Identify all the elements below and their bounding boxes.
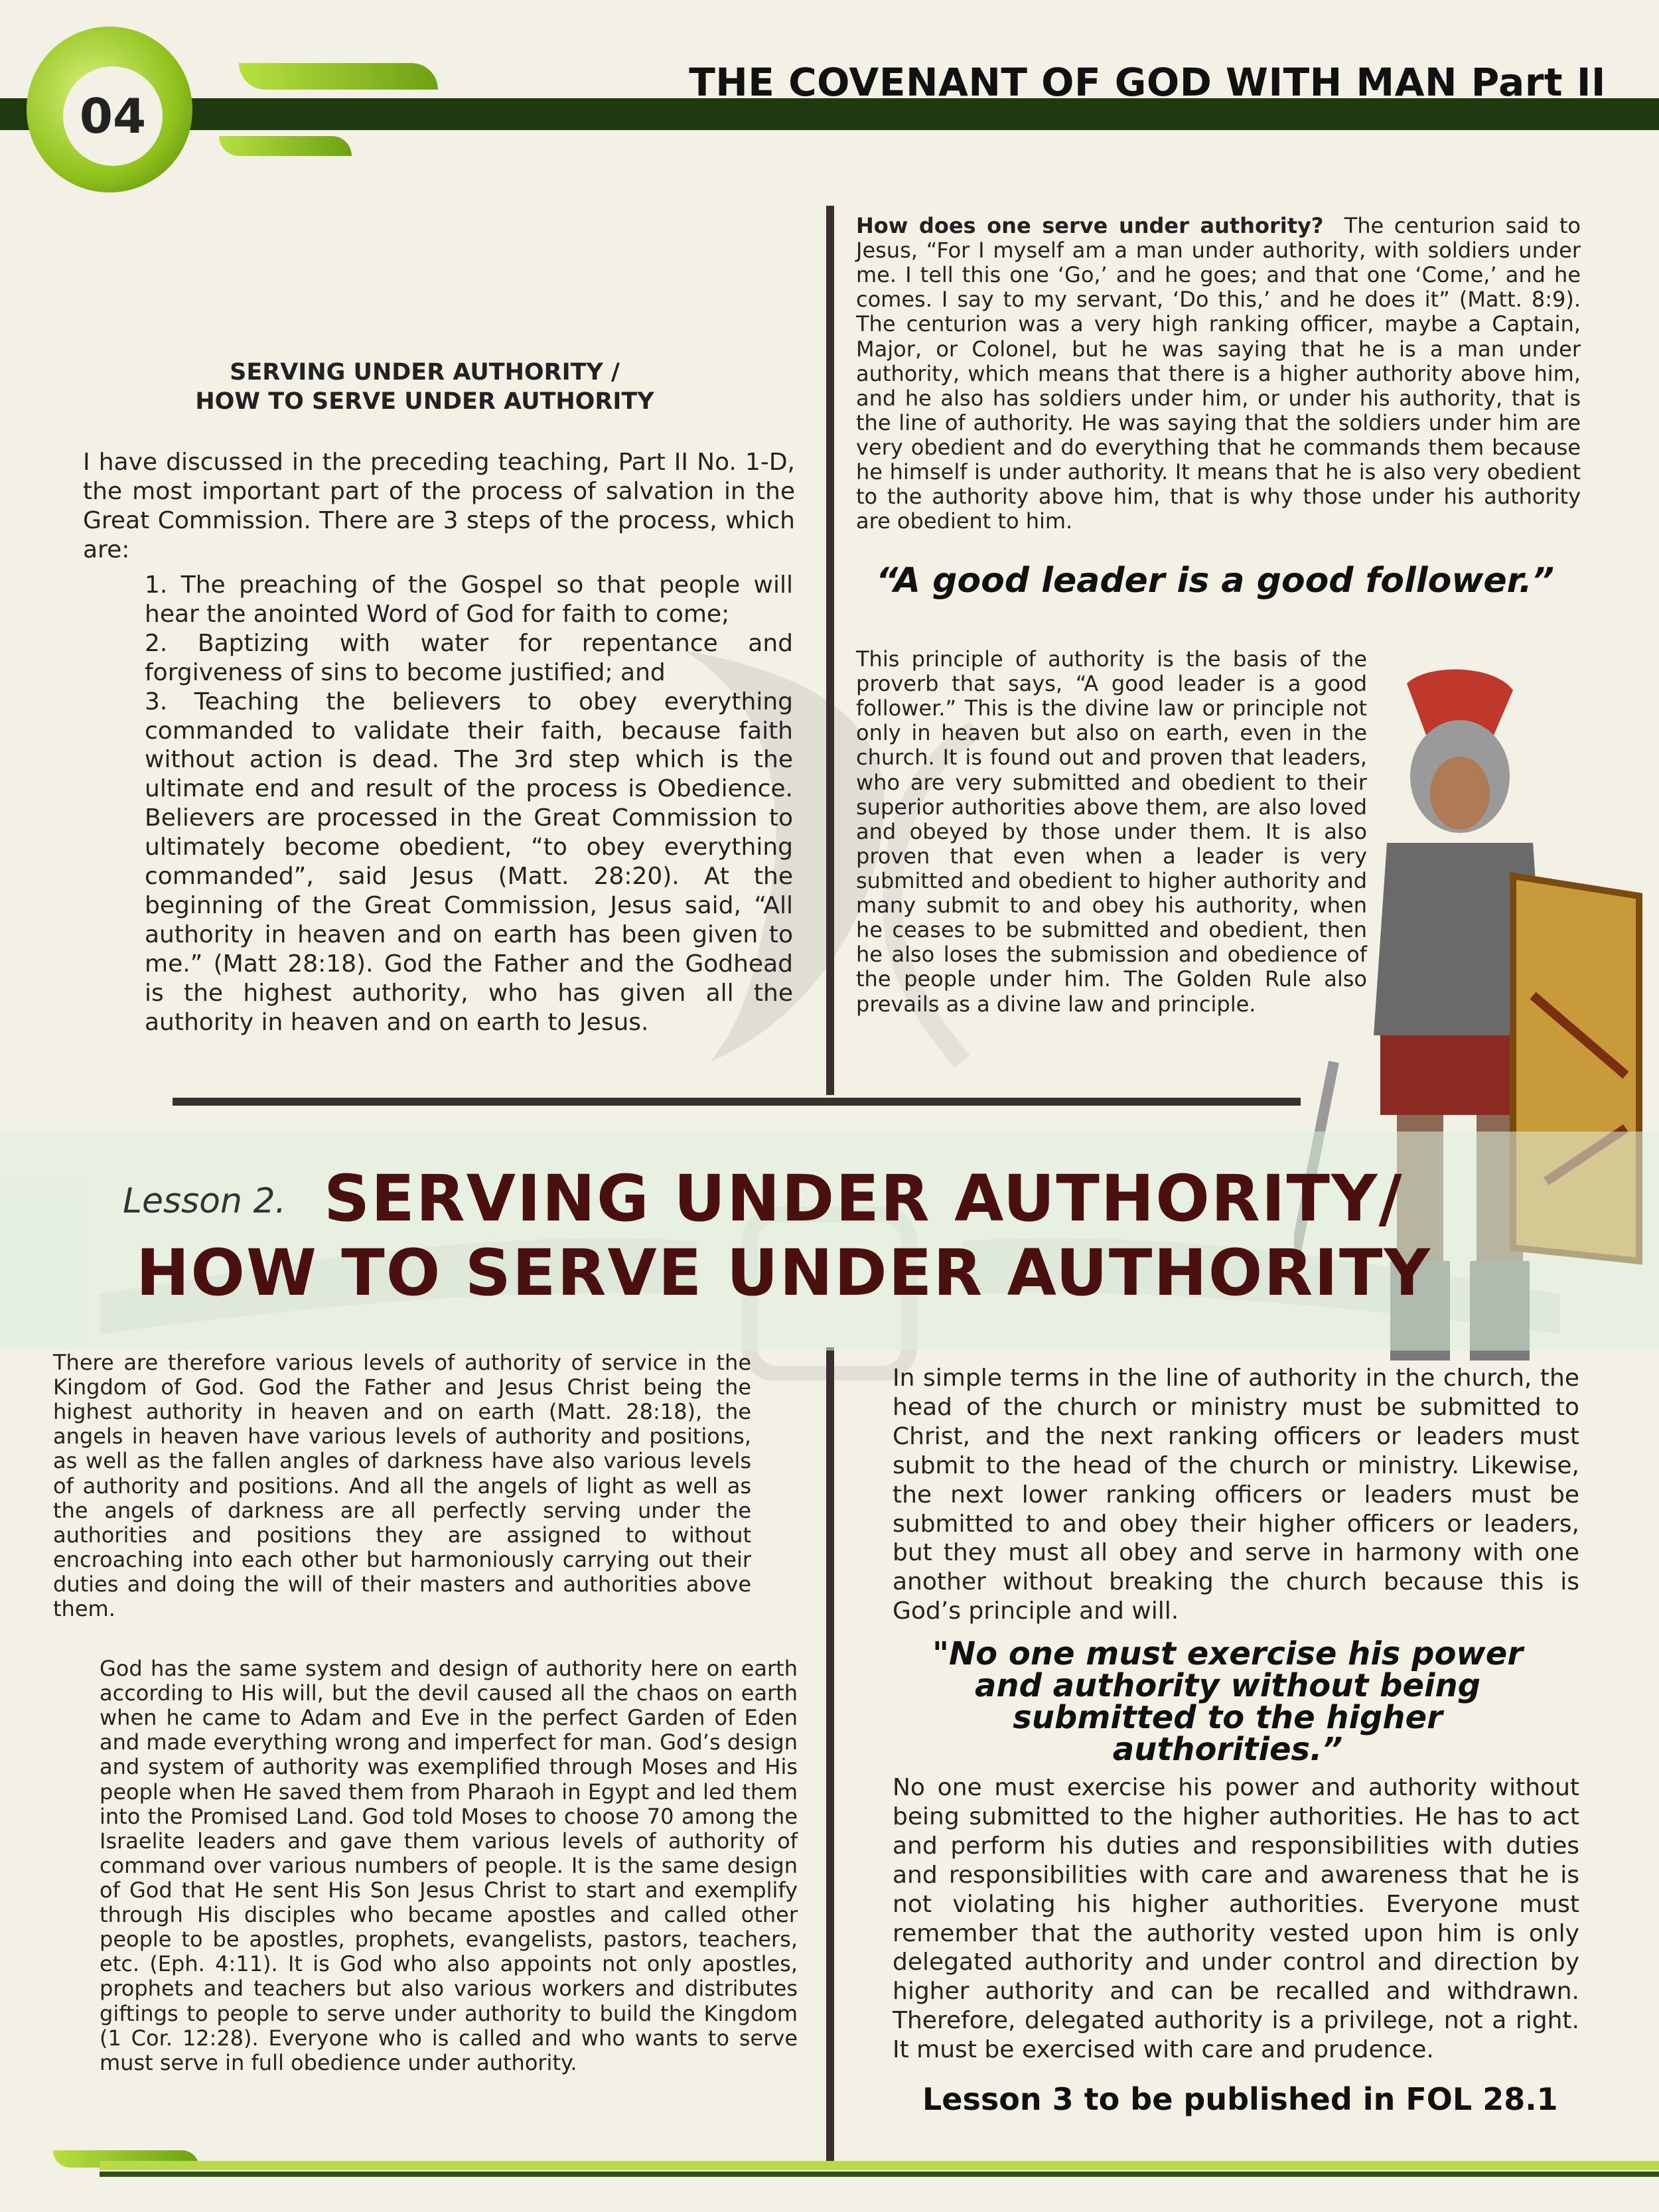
footer-bar-dark [100,2172,1659,2177]
section-heading-line2: HOW TO SERVE UNDER AUTHORITY [195,388,654,415]
page-title: THE COVENANT OF GOD WITH MAN Part II [689,60,1606,105]
intro-paragraph: I have discussed in the preceding teaching, Part II No. 1-D, the most important part of the process of salvation in the Great Commission. There are 3 steps of the process, which are: [83,449,795,563]
footer-note: Lesson 3 to be published in FOL 28.1 [922,2081,1558,2117]
page-number: 04 [63,66,163,166]
design-paragraph: God has the same system and design of authority here on earth according to His will, but the devil caused all the chaos on earth when he came to Adam and Eve in the perfect Garden of Eden and made everything wrong and imperfect for man. God’s design and system of authority was exemplified through Moses and His people when He saved them from Pharaoh in Egypt and led them into the Promised Land. God told Moses to choose 70 among the Israelite leaders and gave them various levels of authority of command over various numbers of people. It is the same design of God that He sent His Son Jesus Christ to start and exemplify through His disciples who became apostles and called other people to be apostles, prophets, evangelists, pastors, teachers, etc. (Eph. 4:11). It is God who also appoints not only apostles, prophets and teachers but also various workers and distributes giftings to people to serve under authority to build the Kingdom (1 Cor. 12:28). Everyone who is called and who wants to serve must serve in full obedience under authority. [100,1656,798,2075]
horizontal-divider [173,1098,1301,1106]
header-leaf-decoration-2 [219,136,352,156]
vertical-divider-top [826,206,834,1095]
authority-quote: "No one must exercise his power and authority without being submitted to the higher authorities.” [932,1635,1523,1768]
lesson-title-line1: SERVING UNDER AUTHORITY/ [324,1161,1404,1236]
section-heading-line1: SERVING UNDER AUTHORITY / [230,359,620,386]
footer-bar [100,2161,1659,2170]
vertical-divider-bottom [826,1347,834,2170]
question-text: How does one serve under authority? [856,213,1324,238]
centurion-text: The centurion said to Jesus, “For I myself am a man under authority, with soldiers under me. I tell this one ‘Go,’ and he goes; and that one ‘Come,’ and he comes. I say to my servant, ‘Do this,’ and he does it” (Matt. 8:9). The centurion was a very high ranking officer, maybe a Captain, Major, or Colonel, but he was saying that he is a man under authority, which means that there is a higher authority above him, and he also has soldiers under him, or under his authority, that is the line of authority. He was saying that the soldiers under him are very obedient and do everything that he commands them because he himself is under authority. It means that he is also very obedient to the authority above him, that is why those under his authority are obedient to him. [856,213,1581,534]
section-heading [159,358,690,417]
delegated-authority-paragraph: No one must exercise his power and authority without being submitted to the higher authorities. He has to act and perform his duties and responsibilities with duties and responsibilities with care and awareness that he is not violating his higher authorities. Everyone must remember that the authority vested upon him is only delegated authority and under control and direction by higher authority and can be recalled and withdrawn. Therefore, delegated authority is a privilege, not a right. It must be exercised with care and prudence. [893,1774,1579,2064]
leader-quote: “A good leader is a good follower.” [876,561,1555,601]
lesson-title-line2: HOW TO SERVE UNDER AUTHORITY [136,1236,1431,1310]
lesson-label: Lesson 2. [123,1181,287,1221]
steps-paragraph: 1. The preaching of the Gospel so that people will hear the anointed Word of God for faith to come; 2. Baptizing with water for repentance and forgiveness of sins to become justified; and 3. Teaching the believers to obey everything commanded to validate their faith, because faith without action is dead. The 3rd step which is the ultimate end and result of the process is Obedience. Believers are processed in the Great Commission to ultimately become obedient, “to obey everything commanded”, said Jesus (Matt. 28:20). At the beginning of the Great Commission, Jesus said, “All authority in heaven and on earth has been given to me.” (Matt 28:18). God the Father and the Godhead is the highest authority, who has given all the authority in heaven and on earth to Jesus. [145,571,793,1036]
line-of-authority-paragraph: In simple terms in the line of authority in the church, the head of the church or ministry must be submitted to Christ, and the next ranking officers or leaders must submit to the head of the church or ministry. Likewise, the next lower ranking officers or leaders must be submitted to and obey their higher officers or leaders, but they must all obey and serve in harmony with one another without breaking the church because this is God’s principle and will. [893,1364,1579,1625]
header-leaf-decoration [239,63,438,90]
principle-paragraph: This principle of authority is the basis of the proverb that says, “A good leader is a good follower.” This is the divine law or principle not only in heaven but also on earth, even in the church. It is found out and proven that leaders, who are very submitted and obedient to their superior authorities above them, are also loved and obeyed by those under them. It is also proven that even when a leader is very submitted and obedient to higher authority and many submit to and obey his authority, when he ceases to be submitted and obedient, then he also loses the submission and obedience of the people under him. The Golden Rule also prevails as a divine law and principle. [856,646,1367,1017]
levels-paragraph: There are therefore various levels of authority of service in the Kingdom of God. God the Father and Jesus Christ being the highest authority in heaven and on earth (Matt. 28:18), the angels in heaven have various levels of authority and positions, as well as the fallen angles of darkness have also various levels of authority and positions. And all the angels of light as well as the angels of darkness are all perfectly serving under the authorities and positions they are assigned to without encroaching into each other but harmoniously carrying out their duties and doing the will of their masters and authorities above them. [53,1350,751,1622]
centurion-paragraph [856,214,1581,534]
